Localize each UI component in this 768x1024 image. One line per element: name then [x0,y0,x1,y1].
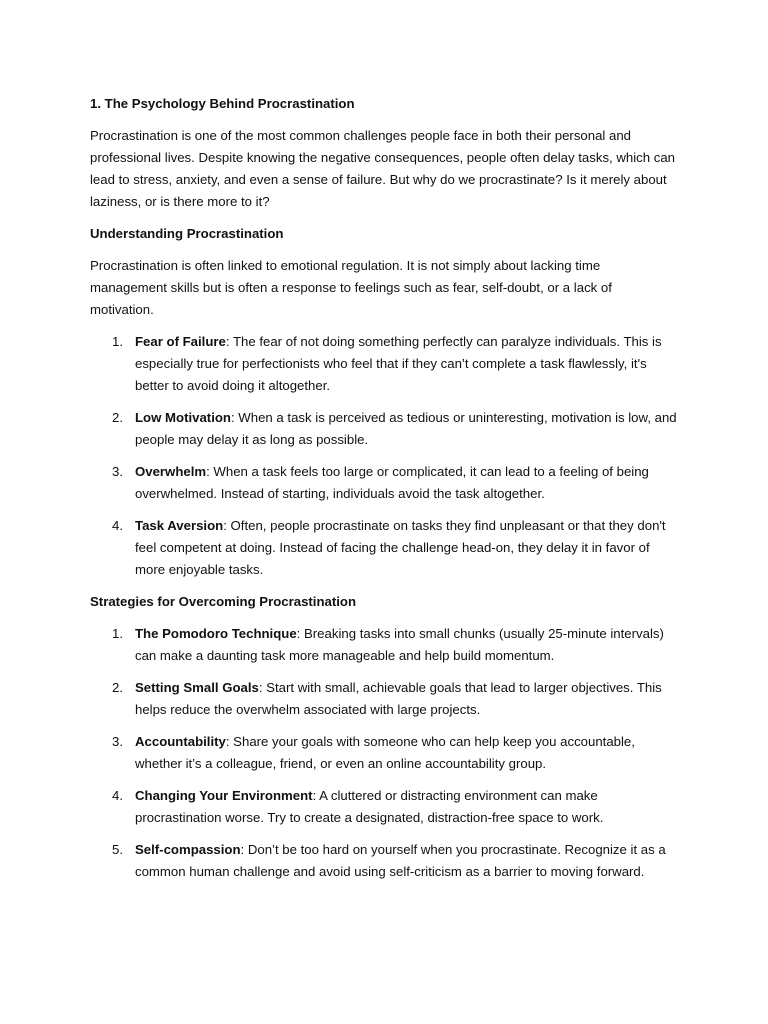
list-text: : Don’t be too hard on yourself when you procrastinate. Recognize it as a common human challenge and avoid using self-criticism as a barrier to moving forward. [135,842,666,879]
section-heading-strategies: Strategies for Overcoming Procrastination [90,594,357,609]
list-item [90,839,678,883]
list-number: 4. [112,518,123,533]
list-term: Changing Your Environment [135,788,313,803]
list-item [90,731,678,775]
list-item [90,623,678,667]
list-number: 1. [112,626,123,641]
list-term: Setting Small Goals [135,680,259,695]
list-term: Accountability [135,734,226,749]
list-item [90,407,678,451]
list-term: Task Aversion [135,518,224,533]
list-number: 1. [112,334,123,349]
intro-paragraph: Procrastination is one of the most common challenges people face in both their personal and professional lives. Despite knowing the negative consequences, people often delay tasks, which can lead to stress, anxiety, and even a sense of failure. But why do we procrastinate? Is it merely about laziness, or is there more to it? [90,128,676,209]
list-item [90,515,678,581]
list-text: : Breaking tasks into small chunks (usually 25-minute intervals) can make a daunting task more manageable and help build momentum. [135,626,664,663]
list-text: : A cluttered or distracting environment can make procrastination worse. Try to create a designated, distraction-free space to work. [135,788,604,825]
list-text: : Share your goals with someone who can help keep you accountable, whether it’s a colleague, friend, or even an online accountability group. [135,734,635,771]
list-text: : Often, people procrastinate on tasks they find unpleasant or that they don't feel competent at doing. Instead of facing the challenge head-on, they delay it in favor of more enjoyable tasks. [135,518,666,577]
list-term: Self-compassion [135,842,241,857]
list-text: : Start with small, achievable goals that lead to larger objectives. This helps reduce the overwhelm associated with large projects. [135,680,662,717]
list-text: : When a task is perceived as tedious or uninteresting, motivation is low, and people may delay it as long as possible. [135,410,677,447]
list-number: 3. [112,734,123,749]
causes-list [90,331,678,581]
list-item [90,461,678,505]
list-item [90,331,678,397]
list-item [90,785,678,829]
list-item [90,677,678,721]
list-term: Overwhelm [135,464,207,479]
section-heading-understanding: Understanding Procrastination [90,226,284,241]
list-number: 2. [112,680,123,695]
list-number: 4. [112,788,123,803]
list-number: 3. [112,464,123,479]
list-text: : When a task feels too large or complicated, it can lead to a feeling of being overwhelmed. Instead of starting, individuals avoid the task altogether. [135,464,649,501]
list-number: 2. [112,410,123,425]
list-term: Low Motivation [135,410,231,425]
understanding-paragraph: Procrastination is often linked to emotional regulation. It is not simply about lacking time management skills but is often a response to feelings such as fear, self-doubt, or a lack of motivation. [90,258,612,317]
list-term: The Pomodoro Technique [135,626,297,641]
list-number: 5. [112,842,123,857]
list-text: : The fear of not doing something perfectly can paralyze individuals. This is especially true for perfectionists who feel that if they can’t complete a task flawlessly, it's better to avoid doing it altogether. [135,334,662,393]
list-term: Fear of Failure [135,334,226,349]
document-title: 1. The Psychology Behind Procrastination [90,96,355,111]
strategies-list [90,623,678,883]
